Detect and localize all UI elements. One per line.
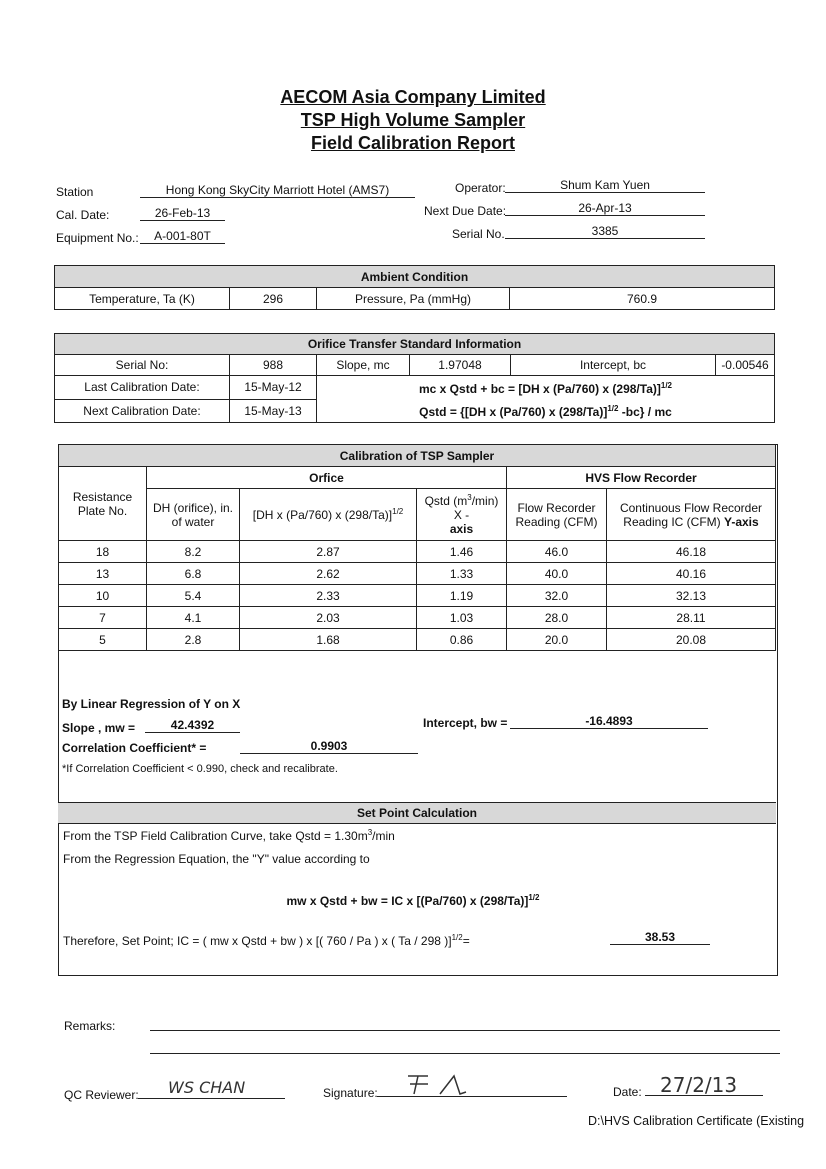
signature-label: Signature:: [323, 1086, 378, 1100]
flow-cell: 20.0: [507, 629, 607, 651]
intercept-value: -0.00546: [716, 355, 775, 376]
col-dh: DH (orifice), in. of water: [147, 489, 240, 541]
reg-slope-label: Slope , mw =: [62, 721, 136, 735]
flow-cell: 40.0: [507, 563, 607, 585]
pressure-value: 760.9: [510, 288, 775, 310]
slope-value: 1.97048: [410, 355, 511, 376]
reg-slope-value: 42.4392: [145, 718, 240, 733]
orifice-header: Orifice Transfer Standard Information: [55, 334, 775, 355]
corr-value: 0.9903: [240, 739, 418, 754]
flow-cell: 28.0: [507, 607, 607, 629]
calibration-header: Calibration of TSP Sampler: [59, 445, 776, 467]
sqrt-cell: 2.03: [240, 607, 417, 629]
temp-label: Temperature, Ta (K): [55, 288, 230, 310]
orfice-header: Orfice: [147, 467, 507, 489]
remarks-line-2: [150, 1053, 780, 1054]
date-label: Date:: [613, 1085, 642, 1099]
setpoint-equation: mw x Qstd + bw = IC x [(Pa/760) x (298/Ta)]$^{1/2}$: [286, 893, 540, 908]
qc-label: QC Reviewer:: [64, 1088, 139, 1102]
plate-cell: 7: [59, 607, 147, 629]
serial-label: Serial No.: [452, 227, 505, 241]
col-flow: Flow Recorder Reading (CFM): [507, 489, 607, 541]
plate-cell: 10: [59, 585, 147, 607]
station-label: Station: [56, 185, 94, 199]
corr-label: Correlation Coefficient* =: [62, 741, 207, 755]
regression-title: By Linear Regression of Y on X: [62, 697, 241, 711]
reg-intercept-value: -16.4893: [510, 714, 708, 729]
serial-value: 3385: [505, 224, 705, 239]
equipment-label: Equipment No.:: [56, 231, 139, 245]
col-sqrt: [DH x (Pa/760) x (298/Ta)]$^{1/2}$: [240, 489, 417, 541]
table-row: [59, 541, 776, 563]
orifice-serial-label: Serial No:: [55, 355, 230, 376]
remarks-line-1: [150, 1030, 780, 1031]
plate-cell: 13: [59, 563, 147, 585]
cal-date-value: 26-Feb-13: [140, 206, 225, 221]
product-title: TSP High Volume Sampler: [300, 110, 526, 130]
plate-cell: 18: [59, 541, 147, 563]
calibration-table: [58, 444, 776, 651]
ambient-header: Ambient Condition: [55, 266, 775, 288]
next-due-value: 26-Apr-13: [505, 201, 705, 216]
orifice-table: [54, 333, 775, 423]
dh-cell: 8.2: [147, 541, 240, 563]
ambient-table: [54, 265, 775, 310]
sqrt-cell: 1.68: [240, 629, 417, 651]
setpoint-therefore: Therefore, Set Point; IC = ( mw x Qstd + bw ) x [( 760 / Pa ) x ( Ta / 298 )]$^{1/2}$=: [63, 933, 470, 948]
sqrt-cell: 2.62: [240, 563, 417, 585]
cal-date-label: Cal. Date:: [56, 208, 110, 222]
sqrt-cell: 2.87: [240, 541, 417, 563]
table-row: [59, 607, 776, 629]
sqrt-cell: 2.33: [240, 585, 417, 607]
col-plate: Resistance Plate No.: [59, 467, 147, 541]
col-continuous: Continuous Flow Recorder Reading IC (CFM) Y-axis: [607, 489, 776, 541]
reg-intercept-label: Intercept, bw =: [423, 716, 508, 730]
col-qstd: Qstd $(m^3/\min)$ X - axis: [417, 489, 507, 541]
station-value: Hong Kong SkyCity Marriott Hotel (AMS7): [140, 183, 415, 198]
last-cal-value: 15-May-12: [230, 376, 317, 400]
file-path: D:\HVS Calibration Certificate (Existing: [588, 1114, 805, 1128]
dh-cell: 4.1: [147, 607, 240, 629]
qc-line: [138, 1098, 285, 1099]
hvs-header: HVS Flow Recorder: [507, 467, 776, 489]
handwritten-signature: [400, 1070, 480, 1098]
flow-cell: 46.0: [507, 541, 607, 563]
intercept-label: Intercept, bc: [511, 355, 716, 376]
ic-cell: 28.11: [607, 607, 776, 629]
setpoint-value: 38.53: [610, 930, 710, 945]
ic-cell: 40.16: [607, 563, 776, 585]
qstd-cell: 1.19: [417, 585, 507, 607]
qstd-cell: 1.46: [417, 541, 507, 563]
dh-cell: 6.8: [147, 563, 240, 585]
orifice-serial-value: 988: [230, 355, 317, 376]
setpoint-header: Set Point Calculation: [58, 802, 776, 824]
setpoint-line2: From the Regression Equation, the "Y" value according to: [63, 852, 370, 866]
table-row: [59, 629, 776, 651]
next-cal-value: 15-May-13: [230, 399, 317, 423]
next-due-label: Next Due Date:: [424, 204, 507, 218]
equation-1: mc x Qstd + bc = [DH x (Pa/760) x (298/Ta)]$^{1/2}$: [419, 381, 672, 396]
qstd-cell: 1.03: [417, 607, 507, 629]
orifice-equations: [317, 376, 775, 423]
ic-cell: 20.08: [607, 629, 776, 651]
ic-cell: 46.18: [607, 541, 776, 563]
next-cal-label: Next Calibration Date:: [55, 399, 230, 423]
remarks-label: Remarks:: [64, 1019, 116, 1033]
ic-cell: 32.13: [607, 585, 776, 607]
qstd-cell: 1.33: [417, 563, 507, 585]
equipment-value: A-001-80T: [140, 229, 225, 244]
last-cal-label: Last Calibration Date:: [55, 376, 230, 400]
plate-cell: 5: [59, 629, 147, 651]
dh-cell: 2.8: [147, 629, 240, 651]
setpoint-line1: From the TSP Field Calibration Curve, take Qstd = $1.30m^3/\min$: [63, 828, 395, 843]
table-row: [59, 563, 776, 585]
pressure-label: Pressure, Pa (mmHg): [317, 288, 510, 310]
operator-value: Shum Kam Yuen: [505, 178, 705, 193]
corr-note: *If Correlation Coefficient < 0.990, check and recalibrate.: [62, 763, 338, 775]
handwritten-date: 27/2/13: [660, 1073, 738, 1097]
qstd-cell: 0.86: [417, 629, 507, 651]
qc-handwritten-name: WS CHAN: [168, 1078, 246, 1097]
temp-value: 296: [230, 288, 317, 310]
company-title: AECOM Asia Company Limited: [280, 87, 546, 107]
dh-cell: 5.4: [147, 585, 240, 607]
equation-2: Qstd = {[DH x (Pa/760) x (298/Ta)]$^{1/2}$ -bc} / mc: [419, 404, 672, 419]
operator-label: Operator:: [455, 181, 506, 195]
report-title: Field Calibration Report: [310, 133, 515, 153]
slope-label: Slope, mc: [317, 355, 410, 376]
flow-cell: 32.0: [507, 585, 607, 607]
table-row: [59, 585, 776, 607]
